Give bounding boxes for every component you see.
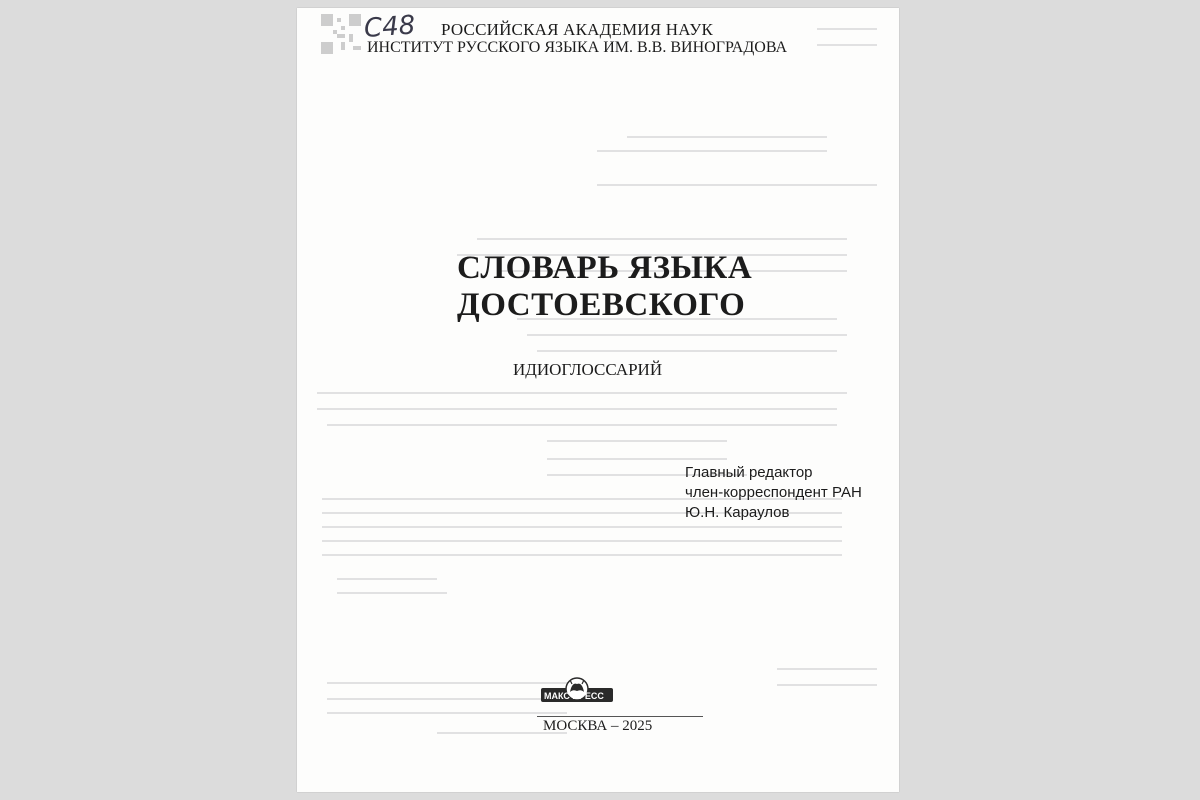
publisher-logo-icon	[541, 676, 613, 706]
city-year: МОСКВА – 2025	[543, 718, 653, 734]
document-page	[297, 8, 899, 792]
publisher-logo-text: МАКС ПРЕСС	[544, 691, 604, 701]
title-line-1: СЛОВАРЬ ЯЗЫКА	[457, 250, 753, 286]
subtitle: ИДИОГЛОССАРИЙ	[513, 360, 663, 379]
institute-name: ИНСТИТУТ РУССКОГО ЯЗЫКА ИМ. В.В. ВИНОГРАДОВА	[366, 39, 788, 56]
handwritten-note: С48	[363, 10, 417, 44]
editor-role: Главный редактор	[685, 464, 813, 481]
editor-name: Ю.Н. Караулов	[685, 504, 790, 521]
editor-rank: член-корреспондент РАН	[685, 484, 862, 501]
city-divider	[537, 716, 703, 717]
title-line-2: ДОСТОЕВСКОГО	[457, 287, 746, 323]
organization-name: РОССИЙСКАЯ АКАДЕМИЯ НАУК	[440, 20, 713, 39]
